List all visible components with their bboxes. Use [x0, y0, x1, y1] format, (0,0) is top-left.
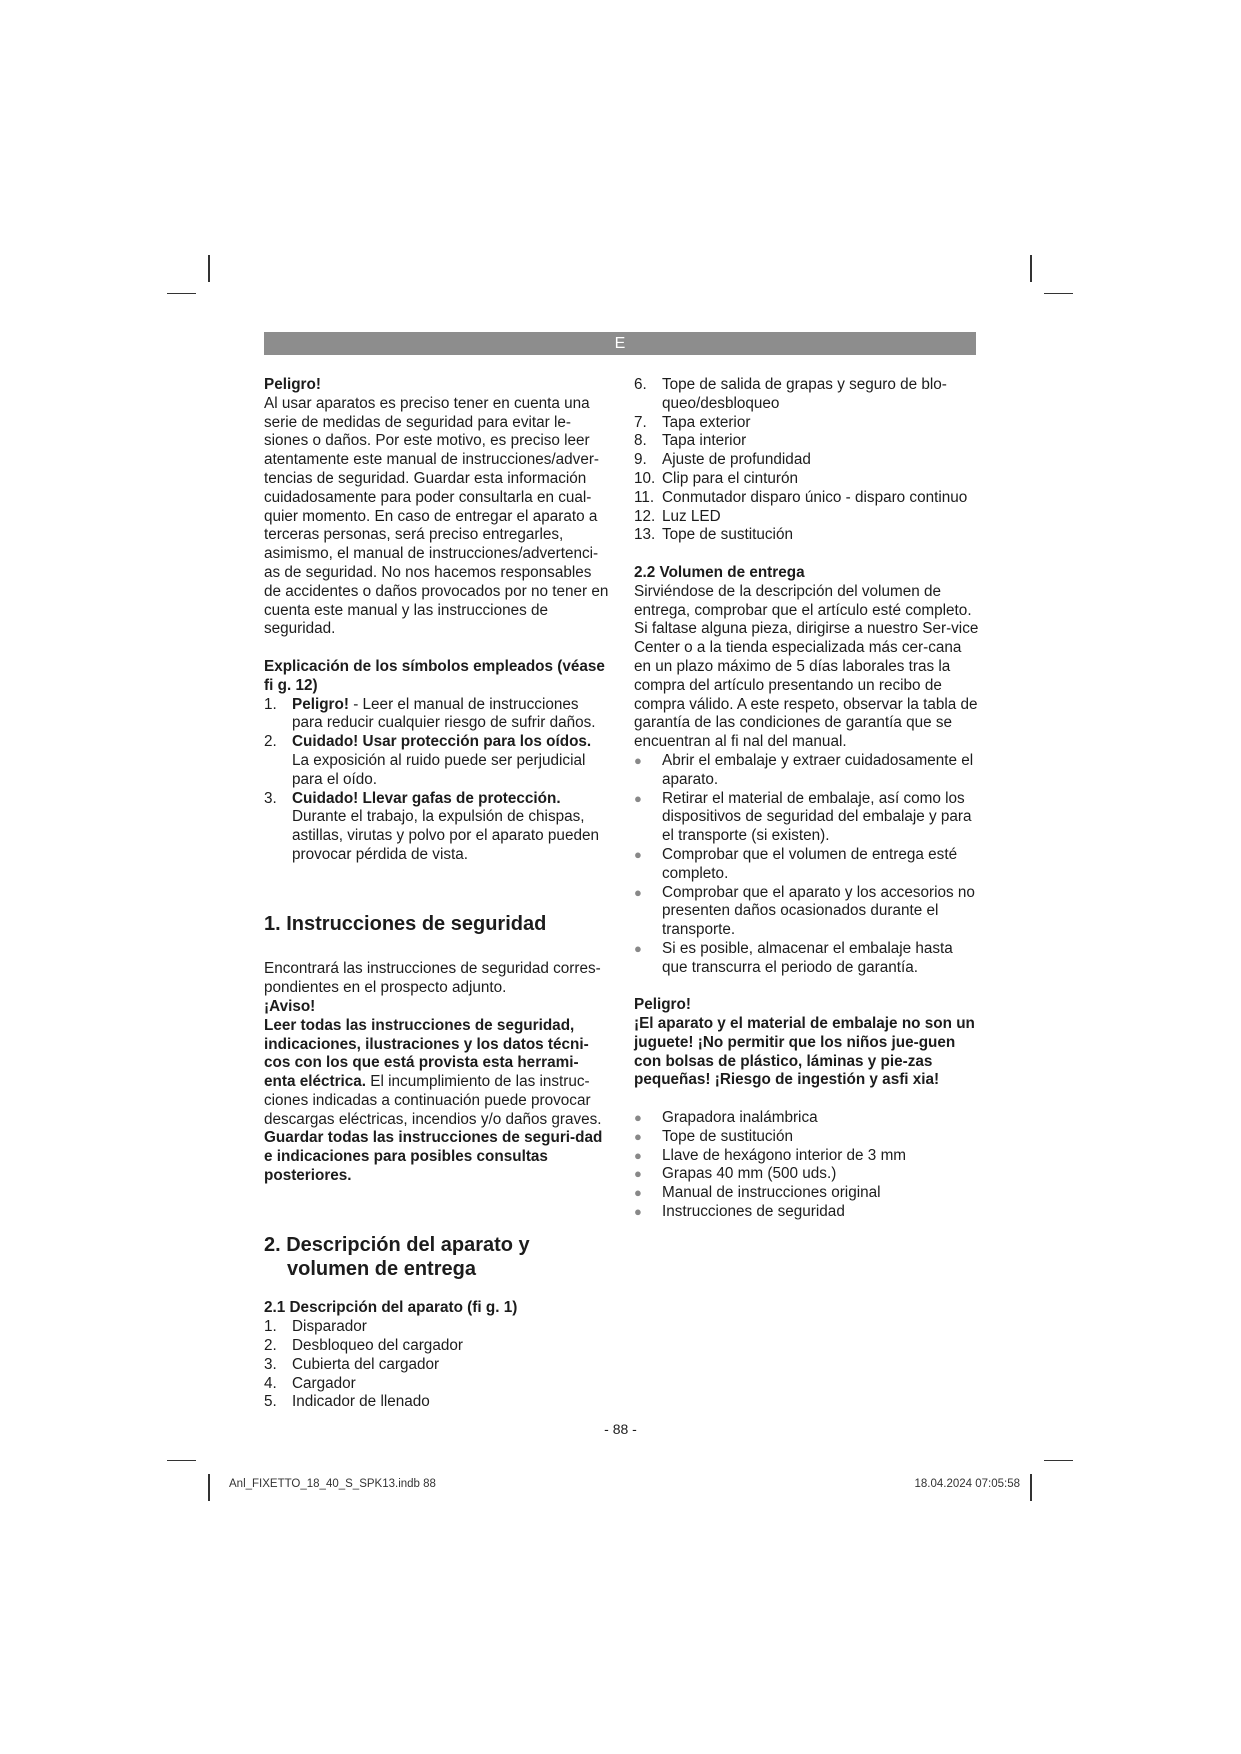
list-item: 8. Tapa interior [634, 432, 747, 450]
crop-mark [1030, 255, 1032, 282]
page-number: - 88 - [604, 1421, 637, 1437]
danger-text: Al usar aparatos es preciso tener en cuenta una serie de medidas de seguridad para evitar le-siones o daños. Por este motivo, es preciso leer atentamente este manual de instrucciones/adver-tencias de seguridad. Guardar esta información cuidadosamente para poder consultarla en cual-quier momento. En caso de entregar el aparato a terceras personas, será preciso entregarles, asimismo, el manual de instrucciones/advertenci-as de seguridad. No nos hacemos responsables de accidentes o daños provocados por no tener en cuenta este manual y las instrucciones de seguridad. [264, 394, 609, 638]
warning-keep-text: Guardar todas las instrucciones de seguri-dad e indicaciones para posibles consultas posteriores. [264, 1129, 603, 1185]
list-item: ● Retirar el material de embalaje, así como los dispositivos de seguridad del embalaje y para el transporte (si existen). [634, 789, 972, 845]
list-item: 2. Desbloqueo del cargador [264, 1337, 463, 1355]
right-column [634, 376, 979, 1222]
list-item: 1. Peligro! - Leer el manual de instrucciones para reducir cualquier riesgo de sufrir daños. [264, 695, 596, 732]
list-item: ● Si es posible, almacenar el embalaje hasta que transcurra el periodo de garantía. [634, 939, 953, 976]
left-column [264, 376, 609, 1412]
list-item: 7. Tapa exterior [634, 413, 751, 431]
bullet-icon: ● [634, 790, 642, 806]
bullet-icon: ● [634, 1128, 642, 1144]
list-item: 4. Cargador [264, 1374, 356, 1392]
symbols-list [264, 696, 609, 865]
list-item: 11. Conmutador disparo único - disparo continuo [634, 488, 968, 506]
footer-file: Anl_FIXETTO_18_40_S_SPK13.indb 88 [229, 1478, 436, 1490]
list-item: ● Instrucciones de seguridad [634, 1203, 845, 1221]
language-header-bar [264, 332, 976, 355]
list-item: 3. Cubierta del cargador [264, 1355, 440, 1373]
list-item: ● Grapas 40 mm (500 uds.) [634, 1165, 837, 1183]
unpacking-steps [634, 752, 979, 978]
list-item: ● Manual de instrucciones original [634, 1184, 881, 1202]
crop-mark [208, 1474, 210, 1501]
bullet-icon: ● [634, 1166, 642, 1182]
warning-title: ¡Aviso! [264, 997, 316, 1015]
section-1-text: Encontrará las instrucciones de seguridad corres-pondientes en el prospecto adjunto. [264, 960, 601, 997]
delivery-contents-list [634, 1109, 979, 1222]
list-item: ● Comprobar que el aparato y los accesorios no presenten daños ocasionados durante el transporte. [634, 883, 975, 939]
list-item: ● Tope de sustitución [634, 1127, 793, 1145]
danger-2-title: Peligro! [634, 996, 691, 1014]
symbols-title: Explicación de los símbolos empleados (véase fi g. 12) [264, 657, 605, 694]
subsection-2-1-title: 2.1 Descripción del aparato (fi g. 1) [264, 1299, 518, 1317]
list-item: 1. Disparador [264, 1318, 367, 1336]
bullet-icon: ● [634, 1204, 642, 1220]
bullet-icon: ● [634, 940, 642, 956]
parts-list-right [634, 376, 979, 545]
list-item: ● Grapadora inalámbrica [634, 1109, 818, 1127]
list-item: ● Comprobar que el volumen de entrega esté completo. [634, 845, 958, 882]
crop-mark [1044, 1460, 1073, 1461]
parts-list-left [264, 1318, 609, 1412]
bullet-icon: ● [634, 1185, 642, 1201]
bullet-icon: ● [634, 846, 642, 862]
list-item: ● Llave de hexágono interior de 3 mm [634, 1146, 907, 1164]
subsection-2-2-text: Sirviéndose de la descripción del volumen de entrega, comprobar que el artículo esté completo. Si faltase alguna pieza, dirigirse a nuestro Ser-vice Center o a la tienda especializada más cer-cana en un plazo máximo de 5 días laborales tras la compra del artículo presentando un recibo de compra válido. A este respeto, observar la tabla de garantía de las condiciones de garantía que se encuentran al fi nal del manual. [634, 582, 979, 751]
bullet-icon: ● [634, 1147, 642, 1163]
crop-mark [1030, 1474, 1032, 1501]
section-1-title: 1. Instrucciones de seguridad [264, 912, 547, 935]
list-item: 5. Indicador de llenado [264, 1393, 430, 1411]
danger-2-text: ¡El aparato y el material de embalaje no son un juguete! ¡No permitir que los niños jue-guen con bolsas de plástico, láminas y pie-zas pequeñas! ¡Riesgo de ingestión y asfi xia! [634, 1015, 975, 1089]
list-item: ● Abrir el embalaje y extraer cuidadosamente el aparato. [634, 751, 974, 788]
list-item: 12. Luz LED [634, 507, 721, 525]
language-code: E [614, 335, 626, 352]
bullet-icon: ● [634, 884, 642, 900]
list-item: 10. Clip para el cinturón [634, 469, 799, 487]
list-item: 2. Cuidado! Usar protección para los oídos. La exposición al ruido puede ser perjudicial para el oído. [264, 733, 592, 788]
bullet-icon: ● [634, 1110, 642, 1126]
bullet-icon: ● [634, 752, 642, 768]
list-item: 13. Tope de sustitución [634, 526, 793, 544]
subsection-2-2-title: 2.2 Volumen de entrega [634, 563, 805, 581]
crop-mark [167, 293, 196, 294]
list-item: 9. Ajuste de profundidad [634, 451, 811, 469]
crop-mark [167, 1460, 196, 1461]
section-2-title: 2. Descripción del aparato y volumen de entrega [264, 1233, 530, 1280]
list-item: 6. Tope de salida de grapas y seguro de blo-queo/desbloqueo [634, 376, 947, 412]
list-item: 3. Cuidado! Llevar gafas de protección. Durante el trabajo, la expulsión de chispas, astillas, virutas y polvo por el aparato pueden provocar pérdida de vista. [264, 789, 599, 863]
footer-datetime: 18.04.2024 07:05:58 [914, 1478, 1020, 1490]
warning-text: Leer todas las instrucciones de seguridad, indicaciones, ilustraciones y los datos técni-cos con los que está provista esta herrami-enta eléctrica. El incumplimiento de las instruc-ciones indicadas a continuación puede provocar descargas eléctricas, incendios y/o daños graves. [264, 1016, 602, 1128]
crop-mark [1044, 293, 1073, 294]
danger-title: Peligro! [264, 376, 321, 393]
crop-mark [208, 255, 210, 282]
